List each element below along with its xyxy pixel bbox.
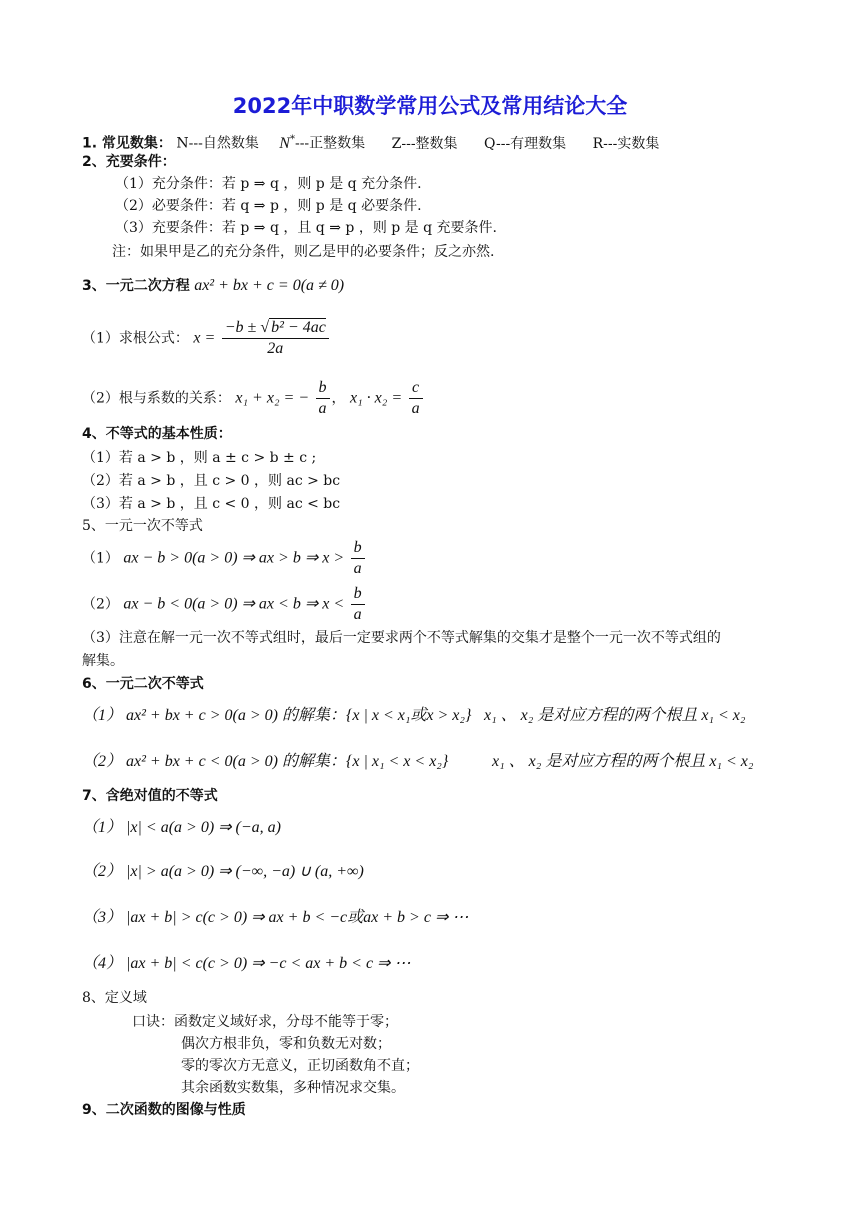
page-title: 2022年中职数学常用公式及常用结论大全 — [232, 94, 628, 118]
linear-inequality-2-num: b — [351, 584, 365, 605]
vieta-sum-fraction — [316, 378, 330, 419]
abs-inequality-1: （1） |x| < a(a > 0) ⇒ (−a, a) — [82, 819, 282, 836]
linear-inequality-1-num: b — [351, 538, 365, 559]
section-3-heading: 3、一元二次方程 — [82, 278, 190, 294]
set-r: R---实数集 — [592, 135, 660, 152]
set-nstar-superscript: * — [289, 134, 295, 145]
set-q: Q---有理数集 — [484, 135, 567, 152]
linear-inequality-2-fraction — [351, 584, 365, 625]
root-formula-fraction: $\frac{\text{−b ± √ b² − 4ac}}{2a}$ — [222, 318, 329, 359]
linear-inequality-1-den: a — [353, 560, 362, 577]
linear-inequality-2-den: a — [353, 606, 362, 623]
section-9-heading: 9、二次函数的图像与性质 — [82, 1102, 246, 1118]
necessary-condition: （2）必要条件：若 q ⇒ p ，则 p 是 q 必要条件. — [115, 198, 422, 214]
linear-inequality-1-expr: ax − b > 0(a > 0) ⇒ ax > b ⇒ x > — [123, 549, 345, 567]
domain-mnemonic-4: 其余函数实数集，多种情况求交集。 — [181, 1080, 405, 1096]
inequality-property-2: （2）若 a > b ，且 c > 0 ，则 ac > bc — [82, 473, 341, 489]
linear-inequality-2-expr: ax − b < 0(a > 0) ⇒ ax < b ⇒ x < — [123, 595, 345, 613]
quadratic-inequality-1: （1） ax² + bx + c > 0(a > 0) 的解集：{x | x < x₁或x > x₂} — [82, 707, 472, 724]
domain-mnemonic-3: 零的零次方无意义，正切函数角不直； — [181, 1058, 419, 1074]
linear-inequality-2-label: （2） — [82, 596, 119, 613]
section-6-heading: 6、一元二次不等式 — [82, 676, 204, 692]
inequality-property-1: （1）若 a > b ，则 a ± c > b ± c ; — [82, 450, 317, 466]
linear-inequality-1 — [82, 538, 367, 579]
root-formula-numerator: −b ± — [224, 319, 261, 336]
section-3 — [82, 276, 344, 296]
sufficient-condition: （1）充分条件：若 p ⇒ q ，则 p 是 q 充分条件. — [115, 176, 422, 192]
section-2-heading: 2、充要条件： — [82, 154, 176, 170]
set-z: Z---整数集 — [391, 135, 458, 152]
root-formula — [82, 318, 331, 359]
iff-condition: （3）充要条件：若 p ⇒ q ，且 q ⇒ p ，则 p 是 q 充要条件. — [115, 220, 497, 236]
vieta-relations — [82, 378, 425, 419]
quadratic-equation: ax² + bx + c = 0(a ≠ 0) — [194, 277, 345, 294]
abs-inequality-3: （3） |ax + b| > c(c > 0) ⇒ ax + b < −c或ax + b > c ⇒ ⋯ — [82, 909, 469, 926]
vieta-sum: x₁ + x₂ = − — [235, 389, 310, 407]
vieta-product-num: c — [409, 378, 423, 399]
root-formula-discriminant: b² − 4ac — [271, 319, 326, 336]
linear-inequality-note-cont: 解集。 — [82, 653, 124, 669]
section-1 — [82, 130, 659, 154]
abs-inequality-2: （2） |x| > a(a > 0) ⇒ (−∞, −a) ∪ (a, +∞) — [82, 863, 364, 880]
abs-inequality-4: （4） |ax + b| < c(c > 0) ⇒ −c < ax + b < c ⇒ ⋯ — [82, 955, 411, 972]
section-1-heading: 1. 常见数集： — [82, 135, 172, 152]
linear-inequality-1-fraction — [351, 538, 365, 579]
linear-inequality-1-label: （1） — [82, 550, 119, 567]
set-n: N---自然数集 — [176, 135, 259, 152]
section-5-heading: 5、一元一次不等式 — [82, 518, 203, 534]
root-formula-label: （1）求根公式： — [82, 330, 189, 347]
section-7-heading: 7、含绝对值的不等式 — [82, 788, 218, 804]
vieta-product-fraction — [409, 378, 423, 419]
root-formula-lhs: x = — [193, 329, 216, 347]
domain-mnemonic-1: 口诀：函数定义域好求，分母不能等于零； — [132, 1014, 398, 1030]
domain-mnemonic-2: 偶次方根非负，零和负数无对数； — [181, 1036, 391, 1052]
set-nstar: ---正整数集 — [294, 135, 366, 152]
vieta-sum-num: b — [316, 378, 330, 399]
root-formula-denominator: 2a — [267, 340, 284, 357]
section-4-heading: 4、不等式的基本性质： — [82, 426, 232, 442]
linear-inequality-2 — [82, 584, 367, 625]
section-8-heading: 8、定义域 — [82, 990, 147, 1006]
quadratic-inequality-1-note: x₁ 、 x₂ 是对应方程的两个根且 x₁ < x₂ — [484, 707, 746, 724]
quadratic-inequality-2-note: x₁ 、 x₂ 是对应方程的两个根且 x₁ < x₂ — [492, 753, 754, 770]
set-nstar-symbol: N — [279, 134, 290, 152]
vieta-product: x₁ · x₂ = — [350, 389, 403, 407]
vieta-label: （2）根与系数的关系： — [82, 390, 231, 407]
vieta-separator: ， — [331, 390, 346, 407]
linear-inequality-note: （3）注意在解一元一次不等式组时，最后一定要求两个不等式解集的交集才是整个一元一次不等式组的 — [82, 630, 721, 646]
quadratic-inequality-2: （2） ax² + bx + c < 0(a > 0) 的解集：{x | x₁ < x < x₂} — [82, 753, 449, 770]
vieta-sum-den: a — [318, 400, 327, 417]
condition-note: 注：如果甲是乙的充分条件，则乙是甲的必要条件；反之亦然. — [112, 244, 495, 260]
vieta-product-den: a — [411, 400, 420, 417]
inequality-property-3: （3）若 a > b ，且 c < 0 ，则 ac < bc — [82, 496, 341, 512]
